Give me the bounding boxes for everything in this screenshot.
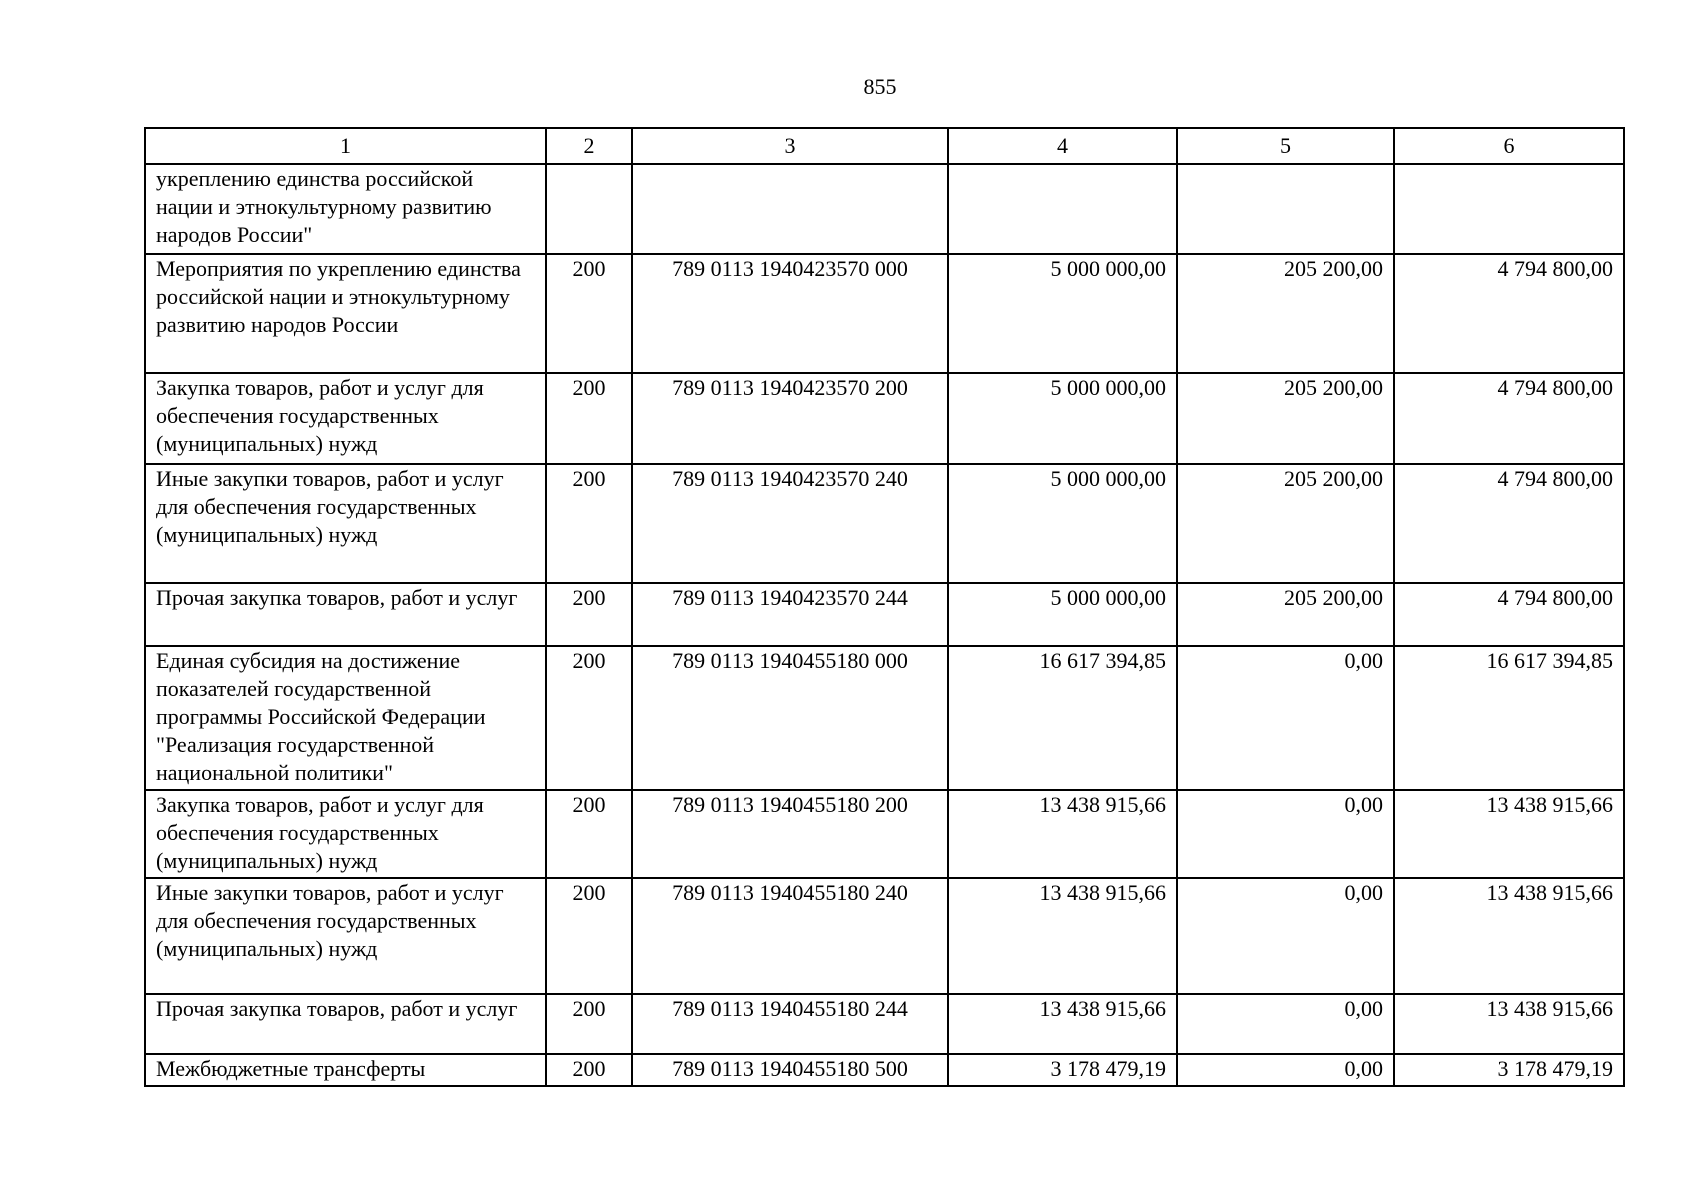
cell-remaining: 4 794 800,00 xyxy=(1394,583,1624,646)
table-row xyxy=(145,1054,1624,1086)
cell-name: Иные закупки товаров, работ и услуг для обеспечения государственных (муниципальных) нужд xyxy=(145,878,546,994)
cell-name: Закупка товаров, работ и услуг для обеспечения государственных (муниципальных) нужд xyxy=(145,790,546,878)
table-row xyxy=(145,583,1624,646)
cell-kbk: 789 0113 1940455180 000 xyxy=(632,646,948,790)
table-row xyxy=(145,164,1624,254)
table-row xyxy=(145,373,1624,464)
cell-executed: 0,00 xyxy=(1177,994,1394,1054)
cell-amount: 5 000 000,00 xyxy=(948,254,1177,373)
column-header-5: 5 xyxy=(1177,128,1394,164)
table-row xyxy=(145,878,1624,994)
cell-name: Прочая закупка товаров, работ и услуг xyxy=(145,994,546,1054)
table-row xyxy=(145,646,1624,790)
cell-code: 200 xyxy=(546,464,632,583)
table-header-row xyxy=(145,128,1624,164)
column-header-4: 4 xyxy=(948,128,1177,164)
cell-code: 200 xyxy=(546,646,632,790)
cell-kbk: 789 0113 1940455180 200 xyxy=(632,790,948,878)
budget-table xyxy=(144,127,1625,1087)
table-row xyxy=(145,994,1624,1054)
cell-remaining: 16 617 394,85 xyxy=(1394,646,1624,790)
cell-amount: 5 000 000,00 xyxy=(948,373,1177,464)
cell-amount: 5 000 000,00 xyxy=(948,583,1177,646)
column-header-1: 1 xyxy=(145,128,546,164)
cell-amount: 5 000 000,00 xyxy=(948,464,1177,583)
cell-code: 200 xyxy=(546,373,632,464)
cell-remaining xyxy=(1394,164,1624,254)
cell-remaining: 4 794 800,00 xyxy=(1394,373,1624,464)
cell-kbk: 789 0113 1940455180 240 xyxy=(632,878,948,994)
table-row xyxy=(145,254,1624,373)
column-header-2: 2 xyxy=(546,128,632,164)
cell-name: Закупка товаров, работ и услуг для обеспечения государственных (муниципальных) нужд xyxy=(145,373,546,464)
cell-executed: 0,00 xyxy=(1177,878,1394,994)
cell-executed: 205 200,00 xyxy=(1177,254,1394,373)
cell-executed: 0,00 xyxy=(1177,790,1394,878)
page-number: 855 xyxy=(863,74,897,99)
column-header-6: 6 xyxy=(1394,128,1624,164)
cell-remaining: 3 178 479,19 xyxy=(1394,1054,1624,1086)
cell-amount: 13 438 915,66 xyxy=(948,994,1177,1054)
cell-kbk: 789 0113 1940423570 240 xyxy=(632,464,948,583)
cell-amount: 16 617 394,85 xyxy=(948,646,1177,790)
cell-executed: 0,00 xyxy=(1177,646,1394,790)
table-row xyxy=(145,464,1624,583)
cell-amount: 13 438 915,66 xyxy=(948,878,1177,994)
cell-amount: 13 438 915,66 xyxy=(948,790,1177,878)
cell-name: Иные закупки товаров, работ и услуг для обеспечения государственных (муниципальных) нужд xyxy=(145,464,546,583)
cell-remaining: 4 794 800,00 xyxy=(1394,254,1624,373)
cell-kbk: 789 0113 1940423570 244 xyxy=(632,583,948,646)
cell-name: укреплению единства российской нации и этнокультурному развитию народов России" xyxy=(145,164,546,254)
cell-code: 200 xyxy=(546,994,632,1054)
column-header-3: 3 xyxy=(632,128,948,164)
cell-kbk: 789 0113 1940455180 500 xyxy=(632,1054,948,1086)
cell-name: Прочая закупка товаров, работ и услуг xyxy=(145,583,546,646)
cell-code: 200 xyxy=(546,790,632,878)
cell-name: Межбюджетные трансферты xyxy=(145,1054,546,1086)
cell-remaining: 13 438 915,66 xyxy=(1394,790,1624,878)
cell-code: 200 xyxy=(546,878,632,994)
cell-remaining: 13 438 915,66 xyxy=(1394,994,1624,1054)
cell-code: 200 xyxy=(546,254,632,373)
cell-kbk xyxy=(632,164,948,254)
cell-amount: 3 178 479,19 xyxy=(948,1054,1177,1086)
cell-executed: 205 200,00 xyxy=(1177,373,1394,464)
cell-executed: 0,00 xyxy=(1177,1054,1394,1086)
cell-remaining: 13 438 915,66 xyxy=(1394,878,1624,994)
cell-kbk: 789 0113 1940423570 200 xyxy=(632,373,948,464)
cell-remaining: 4 794 800,00 xyxy=(1394,464,1624,583)
cell-name: Единая субсидия на достижение показателей государственной программы Российской Федерации "Реализация государственной национальной политики" xyxy=(145,646,546,790)
cell-kbk: 789 0113 1940455180 244 xyxy=(632,994,948,1054)
cell-code: 200 xyxy=(546,583,632,646)
cell-name: Мероприятия по укреплению единства российской нации и этнокультурному развитию народов России xyxy=(145,254,546,373)
cell-kbk: 789 0113 1940423570 000 xyxy=(632,254,948,373)
cell-code xyxy=(546,164,632,254)
cell-amount xyxy=(948,164,1177,254)
cell-executed: 205 200,00 xyxy=(1177,583,1394,646)
cell-code: 200 xyxy=(546,1054,632,1086)
table-row xyxy=(145,790,1624,878)
cell-executed xyxy=(1177,164,1394,254)
cell-executed: 205 200,00 xyxy=(1177,464,1394,583)
